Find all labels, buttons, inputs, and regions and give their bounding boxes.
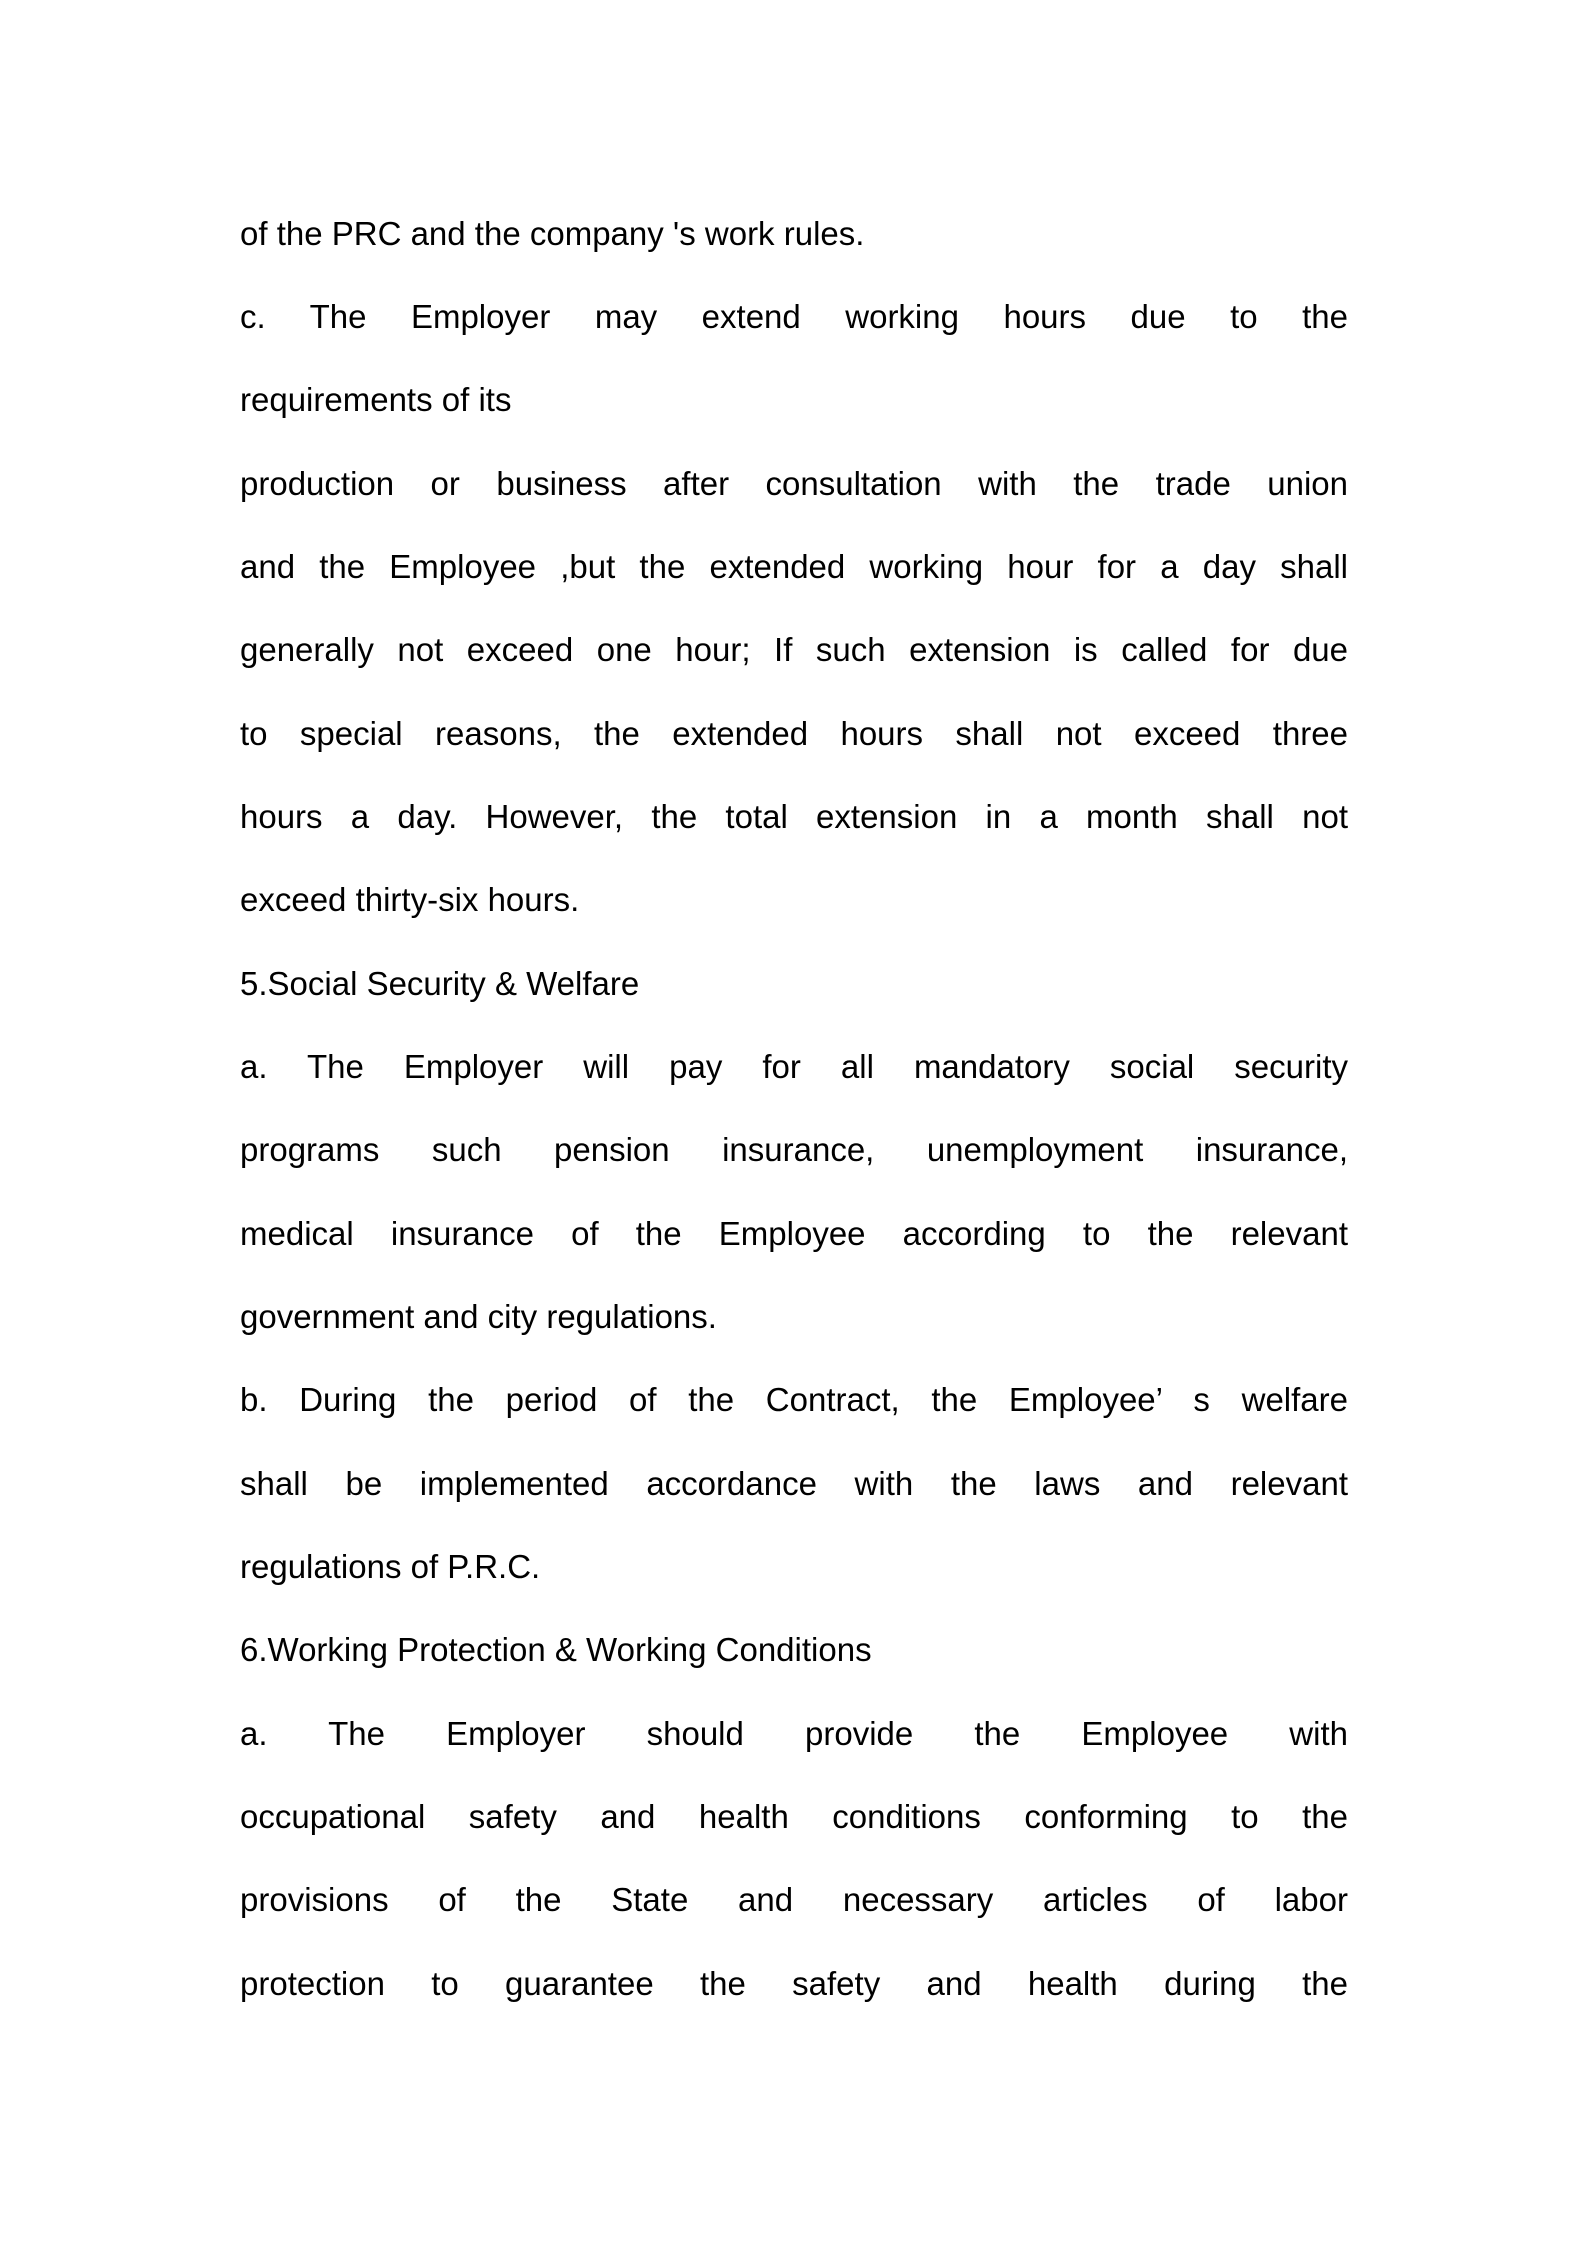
clause-5a-text: government and city regulations. <box>240 1298 717 1335</box>
clause-4c-text: generally not exceed one hour; If such extension is called for due <box>240 631 1348 668</box>
clause-continuation-text: of the PRC and the company 's work rules. <box>240 215 865 252</box>
section-heading-social-security: 5.Social Security & Welfare <box>240 965 640 1002</box>
clause-6a-text: protection to guarantee the safety and health during the <box>240 1965 1348 2002</box>
clause-4c-text: hours a day. However, the total extension in a month shall not <box>240 798 1348 835</box>
clause-6a-text: a. The Employer should provide the Employee with <box>240 1715 1348 1752</box>
clause-6a-text: provisions of the State and necessary articles of labor <box>240 1881 1348 1918</box>
clause-6a-text: occupational safety and health conditions conforming to the <box>240 1798 1348 1835</box>
clause-5a-text: medical insurance of the Employee according to the relevant <box>240 1215 1348 1252</box>
clause-5b-text: b. During the period of the Contract, the Employee’ s welfare <box>240 1381 1348 1418</box>
clause-5a-text: a. The Employer will pay for all mandatory social security <box>240 1048 1348 1085</box>
clause-4c-text: to special reasons, the extended hours shall not exceed three <box>240 715 1348 752</box>
clause-5b-text: shall be implemented accordance with the laws and relevant <box>240 1465 1348 1502</box>
clause-4c-text: exceed thirty-six hours. <box>240 881 580 918</box>
clause-4c-text: and the Employee ,but the extended working hour for a day shall <box>240 548 1348 585</box>
clause-5a-text: programs such pension insurance, unemployment insurance, <box>240 1131 1348 1168</box>
clause-4c-text: requirements of its <box>240 381 512 418</box>
clause-4c-text: c. The Employer may extend working hours due to the <box>240 298 1348 335</box>
section-heading-working-protection: 6.Working Protection & Working Conditions <box>240 1631 872 1668</box>
clause-4c-text: production or business after consultation with the trade union <box>240 465 1348 502</box>
clause-5b-text: regulations of P.R.C. <box>240 1548 541 1585</box>
